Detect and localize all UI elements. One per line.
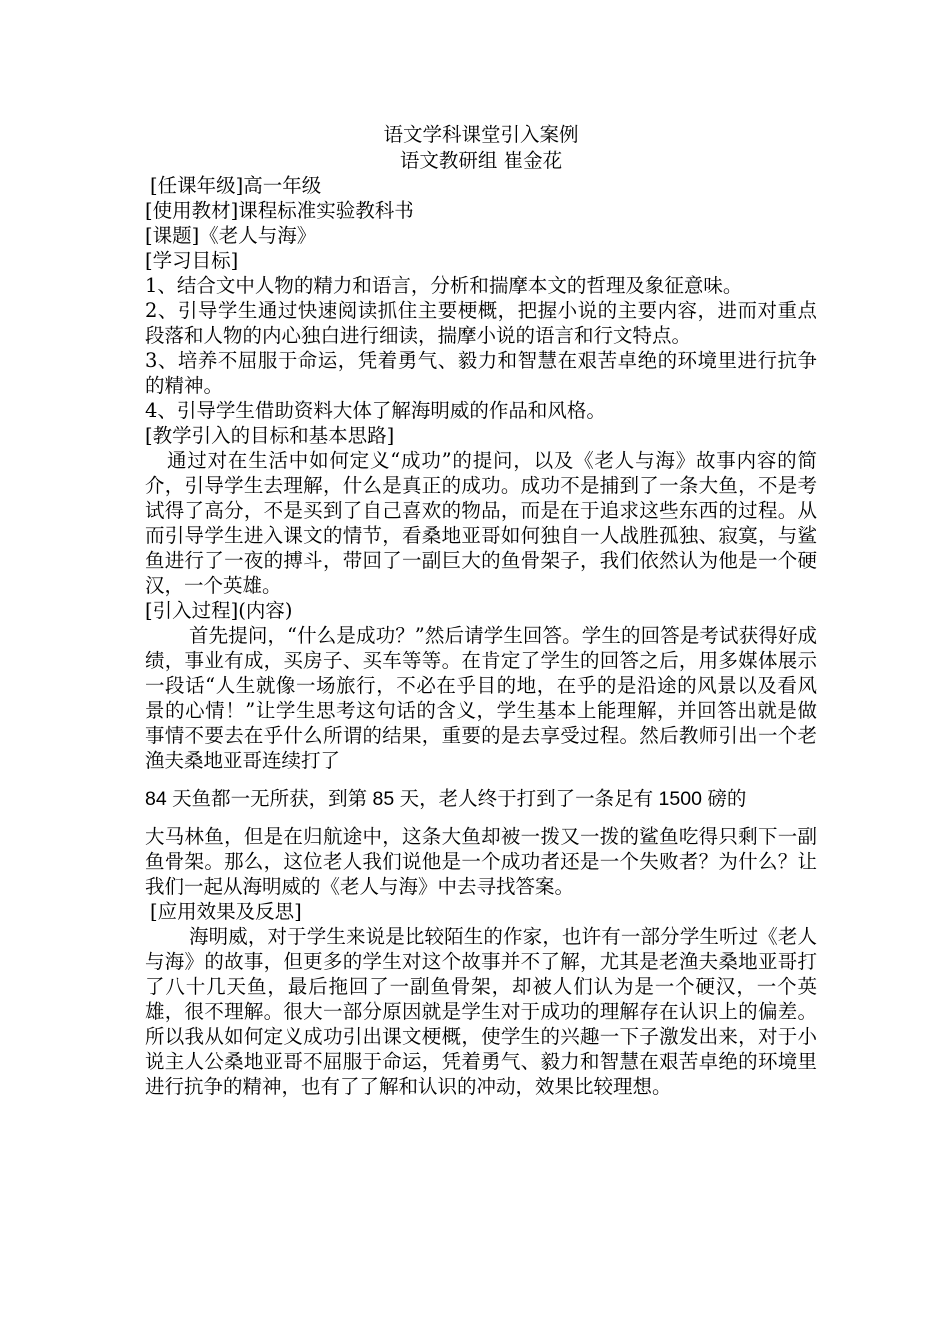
intro-paragraph: 通过对在生活中如何定义“成功”的提问，以及《老人与海》故事内容的简介，引导学生去理解，什么是真正的成功。成功不是捕到了一条大鱼，不是考试得了高分，不是买到了自己喜欢的物品，而是在于追求这些东西的过程。从而引导学生进入课文的情节，看桑地亚哥如何独自一人战胜孤独、寂寞，与鲨鱼进行了一夜的搏斗，带回了一副巨大的鱼骨架子，我们依然认为他是一个硬汉，一个英雄。: [145, 449, 817, 597]
goal-item-2: 2、引导学生通过快速阅读抓住主要梗概，把握小说的主要内容，进而对重点段落和人物的内心独白进行细读，揣摩小说的语言和行文特点。: [145, 299, 817, 347]
document-title: 语文学科课堂引入案例: [383, 123, 579, 146]
process-paragraph-a: 首先提问，“什么是成功？”然后请学生回答。学生的回答是考试获得好成绩，事业有成，买房子、买车等等。在肯定了学生的回答之后，用多媒体展示一段话“人生就像一场旅行，不必在乎目的地，在乎的是沿途的风景以及看风景的心情！”让学生思考这句话的含义，学生基本上能理解，并回答出就是做事情不要去在乎什么所谓的结果，重要的是去享受过程。然后教师引出一个老渔夫桑地亚哥连续打了: [145, 624, 817, 772]
goal-item-1: 1、结合文中人物的精力和语言，分析和揣摩本文的哲理及象征意味。: [145, 274, 743, 297]
goals-heading: [学习目标]: [145, 249, 239, 272]
process-heading: [引入过程](内容): [145, 599, 293, 622]
lesson-line: [课题]《老人与海》: [145, 224, 317, 247]
goal-item-4: 4、引导学生借助资料大体了解海明威的作品和风格。: [145, 399, 606, 422]
document-page: [145, 122, 817, 1099]
document-subtitle: 语文教研组 崔金花: [399, 148, 563, 172]
effect-paragraph: 海明威，对于学生来说是比较陌生的作家，也许有一部分学生听过《老人与海》的故事，但更多的学生对这个故事并不了解，尤其是老渔夫桑地亚哥打了八十几天鱼，最后拖回了一副鱼骨架，却被人们认为是一个硬汉，一个英雄，很不理解。很大一部分原因就是学生对于成功的理解存在认识上的偏差。所以我从如何定义成功引出课文梗概，使学生的兴趣一下子激发出来，对于小说主人公桑地亚哥不屈服于命运，凭着勇气、毅力和智慧在艰苦卓绝的环境里进行抗争的精神，也有了了解和认识的冲动，效果比较理想。: [145, 925, 817, 1098]
process-paragraph-c: 大马林鱼，但是在归航途中，这条大鱼却被一拨又一拨的鲨鱼吃得只剩下一副鱼骨架。那么，这位老人我们说他是一个成功者还是一个失败者？为什么？让我们一起从海明威的《老人与海》中去寻找答案。: [145, 825, 817, 898]
grade-line: [任课年级]高一年级: [150, 174, 322, 197]
intro-heading: [教学引入的目标和基本思路]: [145, 424, 395, 447]
process-paragraph-b: 84 天鱼都一无所获，到第 85 天，老人终于打到了一条足有 1500 磅的: [145, 788, 747, 810]
goal-item-3: 3、培养不屈服于命运，凭着勇气、毅力和智慧在艰苦卓绝的环境里进行抗争的精神。: [145, 349, 817, 397]
effect-heading: [应用效果及反思]: [150, 900, 302, 923]
textbook-line: [使用教材]课程标准实验教科书: [145, 199, 414, 222]
